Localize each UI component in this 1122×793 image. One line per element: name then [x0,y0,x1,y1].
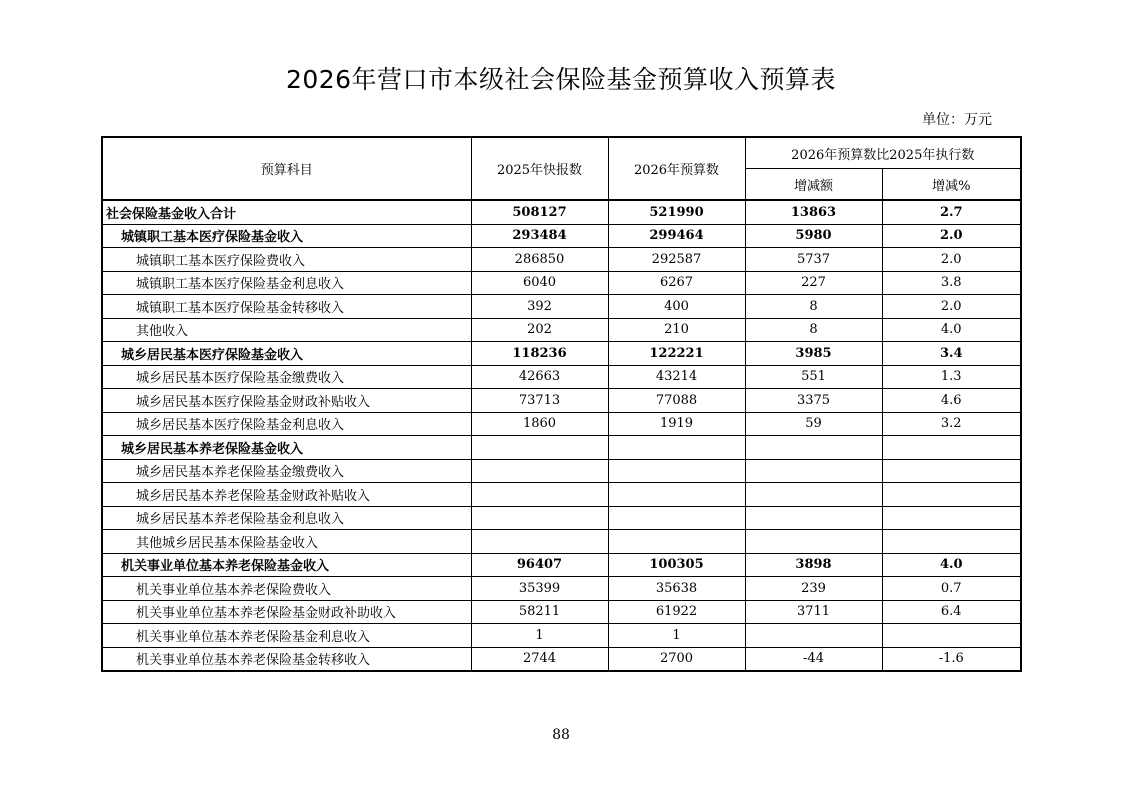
table-row [102,624,1021,648]
row-change-amount [745,506,882,530]
row-subject: 其他收入 [102,318,471,342]
row-2026-value [608,483,745,507]
row-change-pct: 3.4 [882,342,1021,366]
row-change-pct: 4.6 [882,389,1021,413]
row-2026-value: 100305 [608,553,745,577]
budget-table [101,136,1022,672]
row-subject: 城乡居民基本医疗保险基金财政补贴收入 [102,389,471,413]
row-2025-value: 35399 [471,577,608,601]
row-2025-value: 96407 [471,553,608,577]
row-subject: 城镇职工基本医疗保险基金收入 [102,224,471,248]
table-row [102,200,1021,224]
row-subject: 城乡居民基本养老保险基金利息收入 [102,506,471,530]
row-2026-value [608,530,745,554]
row-2025-value [471,459,608,483]
row-2026-value: 400 [608,295,745,319]
row-change-pct: 2.0 [882,224,1021,248]
row-2025-value [471,436,608,460]
header-compare-group: 2026年预算数比2025年执行数 [745,137,1021,169]
table-row [102,506,1021,530]
row-change-amount: 239 [745,577,882,601]
table-row [102,389,1021,413]
row-subject: 城乡居民基本医疗保险基金收入 [102,342,471,366]
row-subject: 机关事业单位基本养老保险费收入 [102,577,471,601]
row-subject: 其他城乡居民基本保险基金收入 [102,530,471,554]
table-row [102,271,1021,295]
row-2025-value: 1860 [471,412,608,436]
row-change-amount: 5980 [745,224,882,248]
row-change-amount: 551 [745,365,882,389]
row-2026-value: 1 [608,624,745,648]
table-row [102,483,1021,507]
row-change-pct: -1.6 [882,647,1021,671]
table-row [102,248,1021,272]
row-subject: 城镇职工基本医疗保险费收入 [102,248,471,272]
row-2026-value: 210 [608,318,745,342]
row-2025-value: 73713 [471,389,608,413]
row-subject: 城乡居民基本医疗保险基金利息收入 [102,412,471,436]
row-2026-value: 6267 [608,271,745,295]
row-subject: 机关事业单位基本养老保险基金转移收入 [102,647,471,671]
table-row [102,224,1021,248]
row-2026-value [608,459,745,483]
row-change-pct: 3.2 [882,412,1021,436]
header-2025: 2025年快报数 [471,137,608,200]
row-change-amount: 59 [745,412,882,436]
row-change-pct [882,459,1021,483]
header-2026: 2026年预算数 [608,137,745,200]
row-2026-value [608,506,745,530]
row-2026-value: 35638 [608,577,745,601]
row-change-pct: 6.4 [882,600,1021,624]
row-change-pct [882,506,1021,530]
row-2026-value: 292587 [608,248,745,272]
table-row [102,647,1021,671]
row-2026-value: 299464 [608,224,745,248]
table-row [102,295,1021,319]
row-subject: 城乡居民基本医疗保险基金缴费收入 [102,365,471,389]
row-2025-value: 118236 [471,342,608,366]
row-2025-value: 202 [471,318,608,342]
unit-label: 单位：万元 [922,112,992,128]
row-change-amount [745,483,882,507]
row-change-pct: 3.8 [882,271,1021,295]
row-change-amount [745,624,882,648]
table-row [102,318,1021,342]
row-subject: 机关事业单位基本养老保险基金财政补助收入 [102,600,471,624]
table-row [102,436,1021,460]
row-change-amount [745,436,882,460]
row-subject: 城镇职工基本医疗保险基金利息收入 [102,271,471,295]
row-subject: 城乡居民基本养老保险基金收入 [102,436,471,460]
row-change-pct: 0.7 [882,577,1021,601]
row-2025-value: 42663 [471,365,608,389]
row-2026-value: 61922 [608,600,745,624]
row-change-pct: 4.0 [882,318,1021,342]
row-subject: 社会保险基金收入合计 [102,200,471,224]
row-2025-value: 1 [471,624,608,648]
row-2025-value [471,506,608,530]
row-change-amount: 5737 [745,248,882,272]
row-2025-value: 508127 [471,200,608,224]
row-subject: 机关事业单位基本养老保险基金利息收入 [102,624,471,648]
row-2025-value: 58211 [471,600,608,624]
row-2026-value [608,436,745,460]
row-2025-value: 286850 [471,248,608,272]
row-2025-value [471,483,608,507]
row-change-pct [882,483,1021,507]
row-2025-value: 6040 [471,271,608,295]
row-change-amount: 3711 [745,600,882,624]
row-change-amount: 8 [745,318,882,342]
table-row [102,459,1021,483]
row-subject: 城镇职工基本医疗保险基金转移收入 [102,295,471,319]
table-row [102,342,1021,366]
row-change-pct: 4.0 [882,553,1021,577]
row-2026-value: 2700 [608,647,745,671]
row-2026-value: 43214 [608,365,745,389]
row-subject: 城乡居民基本养老保险基金缴费收入 [102,459,471,483]
row-2026-value: 122221 [608,342,745,366]
row-change-pct: 1.3 [882,365,1021,389]
row-2026-value: 521990 [608,200,745,224]
row-2025-value [471,530,608,554]
row-change-amount [745,459,882,483]
row-2025-value: 2744 [471,647,608,671]
row-2026-value: 77088 [608,389,745,413]
header-change-amount: 增减额 [745,169,882,201]
table-header [102,137,1021,200]
row-change-pct: 2.7 [882,200,1021,224]
row-change-amount: 8 [745,295,882,319]
row-change-amount: 13863 [745,200,882,224]
header-change-pct: 增减% [882,169,1021,201]
row-change-pct: 2.0 [882,295,1021,319]
row-change-amount: 3898 [745,553,882,577]
row-2025-value: 293484 [471,224,608,248]
header-subject: 预算科目 [102,137,471,200]
table-row [102,365,1021,389]
row-change-amount: 227 [745,271,882,295]
page-number: 88 [552,727,570,743]
table-row [102,577,1021,601]
row-change-pct [882,530,1021,554]
row-change-pct: 2.0 [882,248,1021,272]
row-change-pct [882,436,1021,460]
row-2026-value: 1919 [608,412,745,436]
table-body [102,200,1021,671]
row-subject: 城乡居民基本养老保险基金财政补贴收入 [102,483,471,507]
table-row [102,553,1021,577]
row-subject: 机关事业单位基本养老保险基金收入 [102,553,471,577]
row-change-amount: -44 [745,647,882,671]
document-title: 2026年营口市本级社会保险基金预算收入预算表 [285,65,837,94]
row-change-amount [745,530,882,554]
row-change-pct [882,624,1021,648]
row-2025-value: 392 [471,295,608,319]
table-row [102,600,1021,624]
row-change-amount: 3985 [745,342,882,366]
table-row [102,530,1021,554]
table-row [102,412,1021,436]
row-change-amount: 3375 [745,389,882,413]
